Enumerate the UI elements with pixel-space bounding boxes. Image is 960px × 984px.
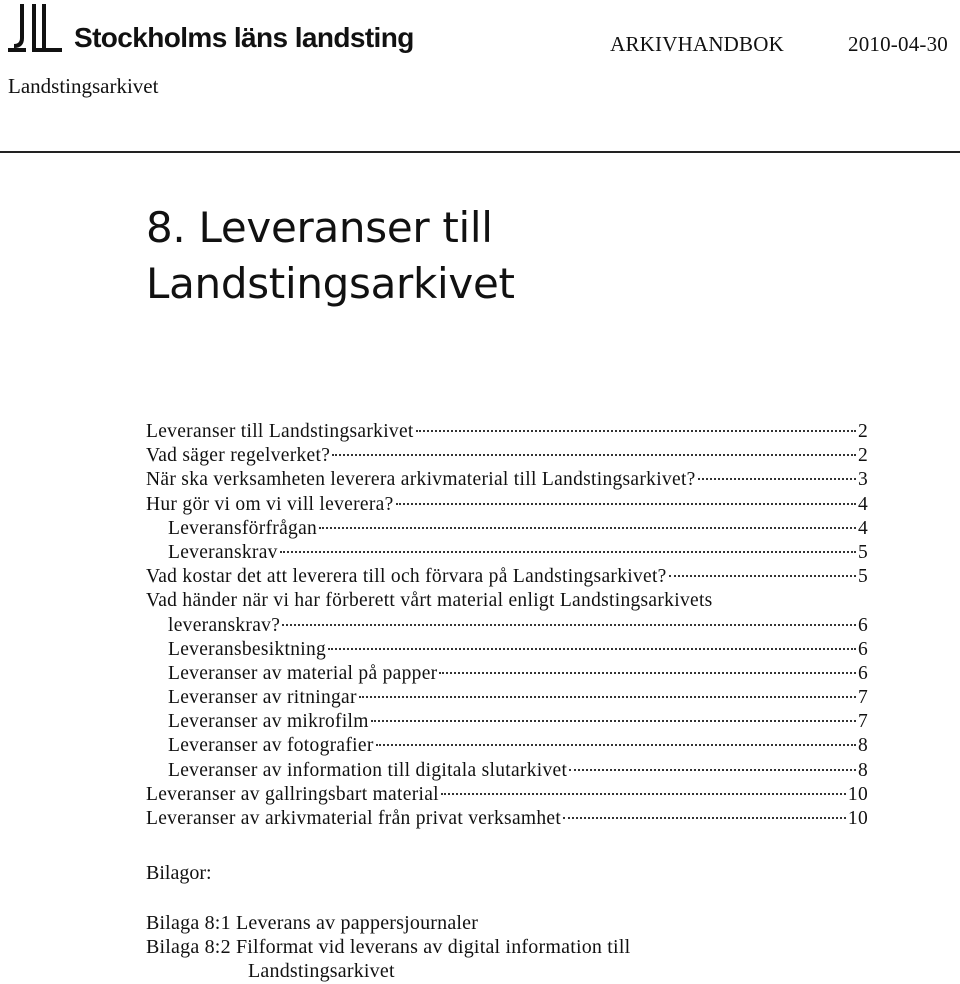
toc-leader-dots — [280, 550, 856, 553]
toc-page-number: 7 — [857, 687, 868, 709]
toc-entry-title: Leveransförfrågan — [168, 517, 318, 539]
doc-date: 2010-04-30 — [848, 32, 948, 56]
toc-leader-dots — [332, 453, 856, 456]
department-name: Landstingsarkivet — [8, 74, 159, 98]
toc-entry-title: Leveranser av information till digitala slutarkivet — [168, 759, 568, 781]
org-logo — [8, 2, 414, 56]
toc-entry-title: Leveranser av fotografier — [168, 735, 374, 757]
toc-leader-dots — [441, 792, 846, 795]
attachment-item: Bilaga 8:2 Filformat vid leverans av digital information till — [146, 936, 631, 958]
toc-leader-dots — [376, 743, 856, 746]
toc-entry[interactable] — [146, 759, 868, 783]
toc-page-number: 5 — [857, 566, 868, 588]
toc-leader-dots — [359, 695, 856, 698]
toc-entry-title: Vad säger regelverket? — [146, 445, 331, 467]
attachments-heading: Bilagor: — [146, 862, 212, 884]
attachment-item: Bilaga 8:1 Leverans av pappersjournaler — [146, 912, 479, 934]
toc-entry-title: Leveranser av mikrofilm — [168, 711, 369, 733]
header-meta — [610, 32, 948, 57]
toc-entry[interactable] — [146, 710, 868, 734]
toc-entry[interactable] — [146, 614, 868, 638]
org-name: Stockholms läns landsting — [74, 22, 414, 53]
toc-entry-title: Leveranser av material på papper — [168, 662, 438, 684]
toc-entry-title: Leveransbesiktning — [168, 638, 327, 660]
toc-entry-title: Vad händer när vi har förberett vårt material enligt Landstingsarkivets — [146, 590, 713, 612]
toc-leader-dots — [328, 647, 856, 650]
toc-leader-dots — [563, 816, 846, 819]
toc-entry-title: Leveranser av ritningar — [168, 687, 357, 709]
toc-entry-title: Vad kostar det att leverera till och förvara på Landstingsarkivet? — [146, 566, 667, 588]
toc-entry[interactable] — [146, 565, 868, 589]
toc-entry[interactable] — [146, 420, 868, 444]
toc-page-number: 8 — [857, 735, 868, 757]
toc-page-number: 10 — [847, 783, 868, 805]
toc-entry[interactable] — [146, 734, 868, 758]
toc-entry[interactable] — [146, 444, 868, 468]
toc-page-number: 7 — [857, 711, 868, 733]
toc-leader-dots — [282, 623, 856, 626]
toc-entry[interactable] — [146, 541, 868, 565]
header-divider — [0, 151, 960, 153]
toc-entry-title: Leveranskrav — [168, 541, 278, 563]
title-line-2: Landstingsarkivet — [146, 259, 515, 308]
sll-logo-mark-icon — [8, 2, 64, 56]
toc-page-number: 2 — [857, 421, 868, 442]
toc-leader-dots — [396, 502, 856, 505]
toc-entry-title: När ska verksamheten leverera arkivmaterial till Landstingsarkivet? — [146, 469, 696, 491]
toc-entry-title: leveranskrav? — [168, 614, 281, 636]
toc-entry-title: Leveranser av gallringsbart material — [146, 783, 439, 805]
toc-entry[interactable] — [146, 807, 868, 831]
toc-entry[interactable] — [146, 493, 868, 517]
toc-leader-dots — [319, 526, 856, 529]
doc-type: ARKIVHANDBOK — [610, 32, 784, 56]
toc-leader-dots — [371, 719, 856, 722]
toc-page-number: 6 — [857, 614, 868, 636]
table-of-contents — [146, 420, 868, 831]
page-title — [146, 200, 515, 312]
toc-entry[interactable] — [146, 589, 868, 613]
toc-entry[interactable] — [146, 662, 868, 686]
toc-leader-dots — [669, 574, 856, 577]
toc-page-number: 5 — [857, 541, 868, 563]
toc-page-number: 8 — [857, 759, 868, 781]
toc-entry-title: Leveranser av arkivmaterial från privat verksamhet — [146, 808, 562, 829]
attachment-item-continuation: Landstingsarkivet — [248, 960, 395, 982]
title-line-1: 8. Leveranser till — [146, 203, 493, 252]
toc-leader-dots — [698, 477, 856, 480]
toc-page-number: 3 — [857, 469, 868, 491]
toc-entry[interactable] — [146, 638, 868, 662]
toc-leader-dots — [569, 768, 856, 771]
toc-entry-title: Hur gör vi om vi vill leverera? — [146, 493, 394, 515]
toc-page-number: 4 — [857, 493, 868, 515]
toc-entry[interactable] — [146, 686, 868, 710]
toc-page-number: 10 — [847, 808, 868, 829]
toc-entry[interactable] — [146, 517, 868, 541]
toc-entry[interactable] — [146, 783, 868, 807]
toc-entry-title: Leveranser till Landstingsarkivet — [146, 421, 414, 442]
toc-leader-dots — [439, 671, 855, 674]
toc-page-number: 6 — [857, 638, 868, 660]
toc-page-number: 6 — [857, 662, 868, 684]
toc-page-number: 2 — [857, 445, 868, 467]
toc-page-number: 4 — [857, 517, 868, 539]
toc-entry[interactable] — [146, 468, 868, 492]
toc-leader-dots — [416, 429, 856, 432]
